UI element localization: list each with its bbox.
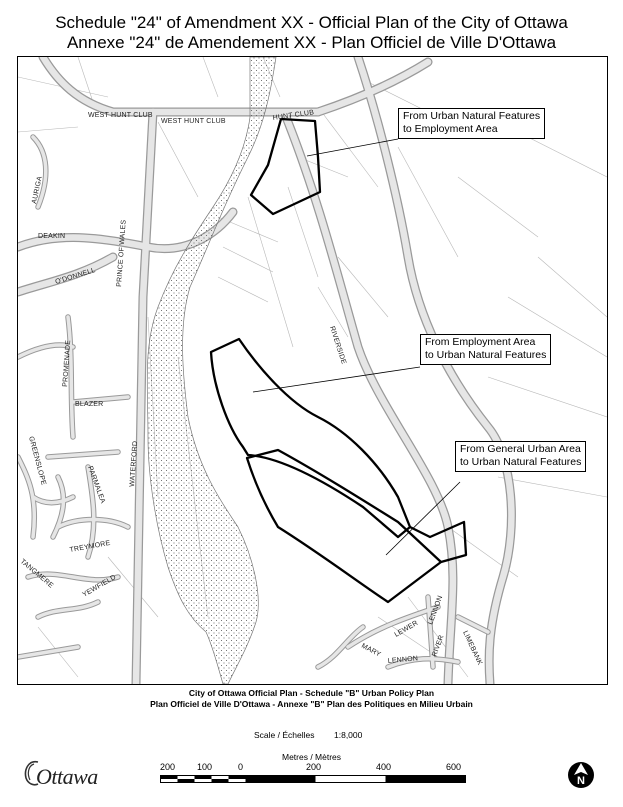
plan-subtitle-english: City of Ottawa Official Plan - Schedule "B" Urban Policy Plan (188, 688, 435, 698)
scale-ratio: 1:8,000 (334, 730, 363, 740)
street-label-riverside: RIVERSIDE (328, 325, 347, 366)
street-label-river: RIVER (431, 634, 446, 658)
street-label-treymore: TREYMORE (69, 539, 112, 554)
area-urban-natural-to-employment (251, 119, 320, 214)
map-title-english: Schedule "24" of Amendment XX - Official Plan of the City of Ottawa (55, 13, 568, 32)
scale-label: Scale / Échelles (254, 730, 315, 740)
street-label-deakin: DEAKIN (38, 233, 66, 240)
street-label-lennon-1: LENNON (427, 594, 445, 626)
street-label-tangmere: TANGMERE (18, 558, 55, 590)
scale-tick: 100 (197, 762, 213, 772)
callout-line: to Employment Area (403, 123, 498, 135)
street-label-lewer: LEWER (393, 619, 420, 639)
map-canvas (18, 57, 607, 684)
callout-line: to Urban Natural Features (425, 349, 547, 361)
callout-employment-to-urban-natural (420, 334, 551, 365)
street-label-yewfield: YEWFIELD (81, 573, 118, 599)
street-label-odonnell: O'DONNELL (54, 267, 97, 286)
scale-tick: 200 (306, 762, 322, 772)
plan-subtitle-french: Plan Officiel de Ville D'Ottawa - Annexe "B" Plan des Politiques en Milieu Urbain (150, 699, 473, 709)
street-label-blazer: BLAZER (75, 401, 104, 408)
area-general-urban-to-urban-natural (247, 450, 441, 602)
map-frame (17, 56, 608, 685)
street-label-parmalea: PARMALEA (86, 465, 107, 505)
north-arrow-letter: N (577, 775, 585, 787)
scale-tick: 400 (376, 762, 392, 772)
callout-urban-natural-to-employment (398, 108, 545, 139)
river-stipple (147, 57, 276, 684)
callout-line: From General Urban Area (460, 443, 581, 455)
scale-tick: 600 (446, 762, 462, 772)
north-arrow-icon (566, 760, 596, 790)
street-label-west-hunt-club-1: WEST HUNT CLUB (88, 112, 153, 119)
callout-line: From Urban Natural Features (403, 110, 541, 122)
street-label-waterford: WATERFORD (129, 440, 140, 488)
street-label-greenslope: GREENSLOPE (27, 435, 47, 487)
street-label-prince-of-wales: PRINCE OF WALES (116, 219, 128, 288)
street-label-mary: MARY (360, 642, 382, 659)
callout-line: to Urban Natural Features (460, 456, 582, 468)
area-employment-to-urban-natural (211, 339, 410, 537)
street-label-promenade: PROMENADE (62, 339, 73, 388)
scale-bar (160, 775, 466, 784)
scale-units: Metres / Mètres (282, 752, 342, 762)
street-label-limebank: LIMEBANK (461, 629, 484, 667)
street-label-hunt-club: HUNT CLUB (272, 109, 315, 122)
street-label-auriga: AURIGA (31, 175, 44, 205)
ottawa-logo-text: Ottawa (36, 764, 98, 789)
street-label-west-hunt-club-2: WEST HUNT CLUB (161, 118, 226, 125)
map-title-french: Annexe "24" de Amendement XX - Plan Officiel de Ville D'Ottawa (66, 33, 557, 52)
street-label-lennon-2: LENNON (387, 655, 419, 665)
scale-tick: 200 (160, 762, 176, 772)
scale-tick: 0 (238, 762, 244, 772)
callout-line: From Employment Area (425, 336, 536, 348)
callout-general-urban-to-urban-natural (455, 441, 586, 472)
